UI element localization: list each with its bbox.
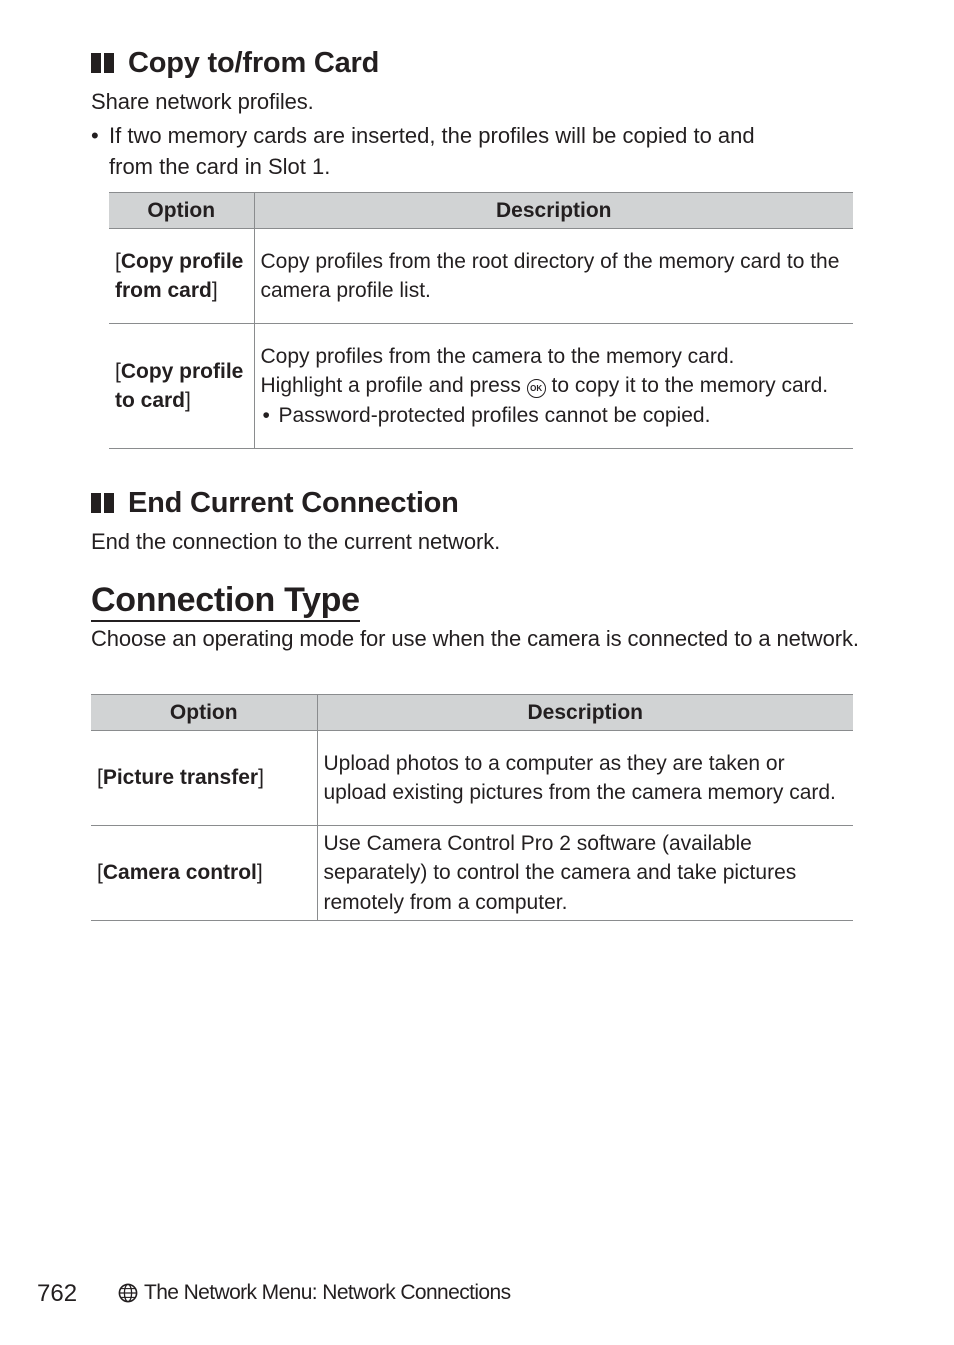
section-intro: Share network profiles.: [91, 89, 314, 114]
option-name: Copy profile to card: [115, 359, 244, 412]
table-row: [91, 826, 853, 921]
column-header-description: Description: [254, 193, 853, 229]
description-line: Copy profiles from the camera to the memory card.: [260, 344, 735, 368]
description-cell: Copy profiles from the root directory of the memory card to the camera profile list.: [254, 229, 853, 324]
table-header-row: [109, 193, 853, 229]
table-header-row: [91, 695, 853, 731]
network-menu-globe-icon: [118, 1283, 138, 1303]
option-name: Camera control: [102, 861, 257, 885]
option-cell: [109, 229, 254, 324]
section-intro: End the connection to the current network.: [91, 529, 501, 554]
description-cell: Use Camera Control Pro 2 software (available separately) to control the camera and take pictures remotely from a computer.: [317, 826, 853, 921]
option-name: Picture transfer: [102, 766, 259, 790]
bullet-text-line: If two memory cards are inserted, the profiles will be copied to and: [109, 123, 755, 148]
bullet-text-line: from the card in Slot 1.: [109, 154, 331, 179]
section-heading-end: [91, 486, 459, 520]
section-marker-icon: [91, 493, 114, 513]
option-cell: [109, 324, 254, 449]
bracket: [: [115, 249, 121, 273]
option-cell: [91, 731, 317, 826]
bracket: ]: [185, 389, 191, 412]
copy-options-table: [109, 192, 853, 449]
section-heading-copy: [91, 46, 379, 80]
description-cell: Upload photos to a computer as they are taken or upload existing pictures from the camera memory card.: [317, 731, 853, 826]
section-heading-text: End Current Connection: [128, 487, 459, 519]
bracket: ]: [258, 766, 264, 790]
column-header-option: Option: [91, 695, 317, 731]
table-row: [91, 731, 853, 826]
bracket: ]: [256, 861, 263, 885]
bracket: [: [97, 861, 103, 885]
bracket: [: [115, 359, 121, 383]
option-cell: [91, 826, 317, 921]
footer-title: The Network Menu: Network Connections: [144, 1281, 511, 1304]
table-row: [109, 324, 853, 449]
footer-breadcrumb: [118, 1279, 510, 1307]
description-pre: Highlight a profile and press: [260, 374, 521, 398]
page-number: 762: [37, 1280, 78, 1307]
column-header-option: Option: [109, 193, 254, 229]
table-row: [109, 229, 853, 324]
section-heading-text: Copy to/from Card: [128, 47, 380, 79]
section-marker-icon: [91, 53, 114, 73]
option-name: Copy profile from card: [115, 249, 244, 302]
description-post: to copy it to the memory card.: [551, 374, 829, 398]
description-bullet: • Password-protected profiles cannot be copied.: [261, 401, 848, 431]
column-header-description: Description: [317, 695, 853, 731]
page-title: Connection Type: [91, 580, 360, 622]
bracket: [: [97, 766, 103, 790]
bullet-icon: •: [91, 123, 99, 148]
section-intro: Choose an operating mode for use when the camera is connected to a network.: [91, 626, 859, 651]
description-cell: [254, 324, 853, 449]
ok-button-icon: OK: [527, 379, 546, 398]
connection-type-table: [91, 694, 853, 921]
bracket: ]: [211, 279, 218, 302]
